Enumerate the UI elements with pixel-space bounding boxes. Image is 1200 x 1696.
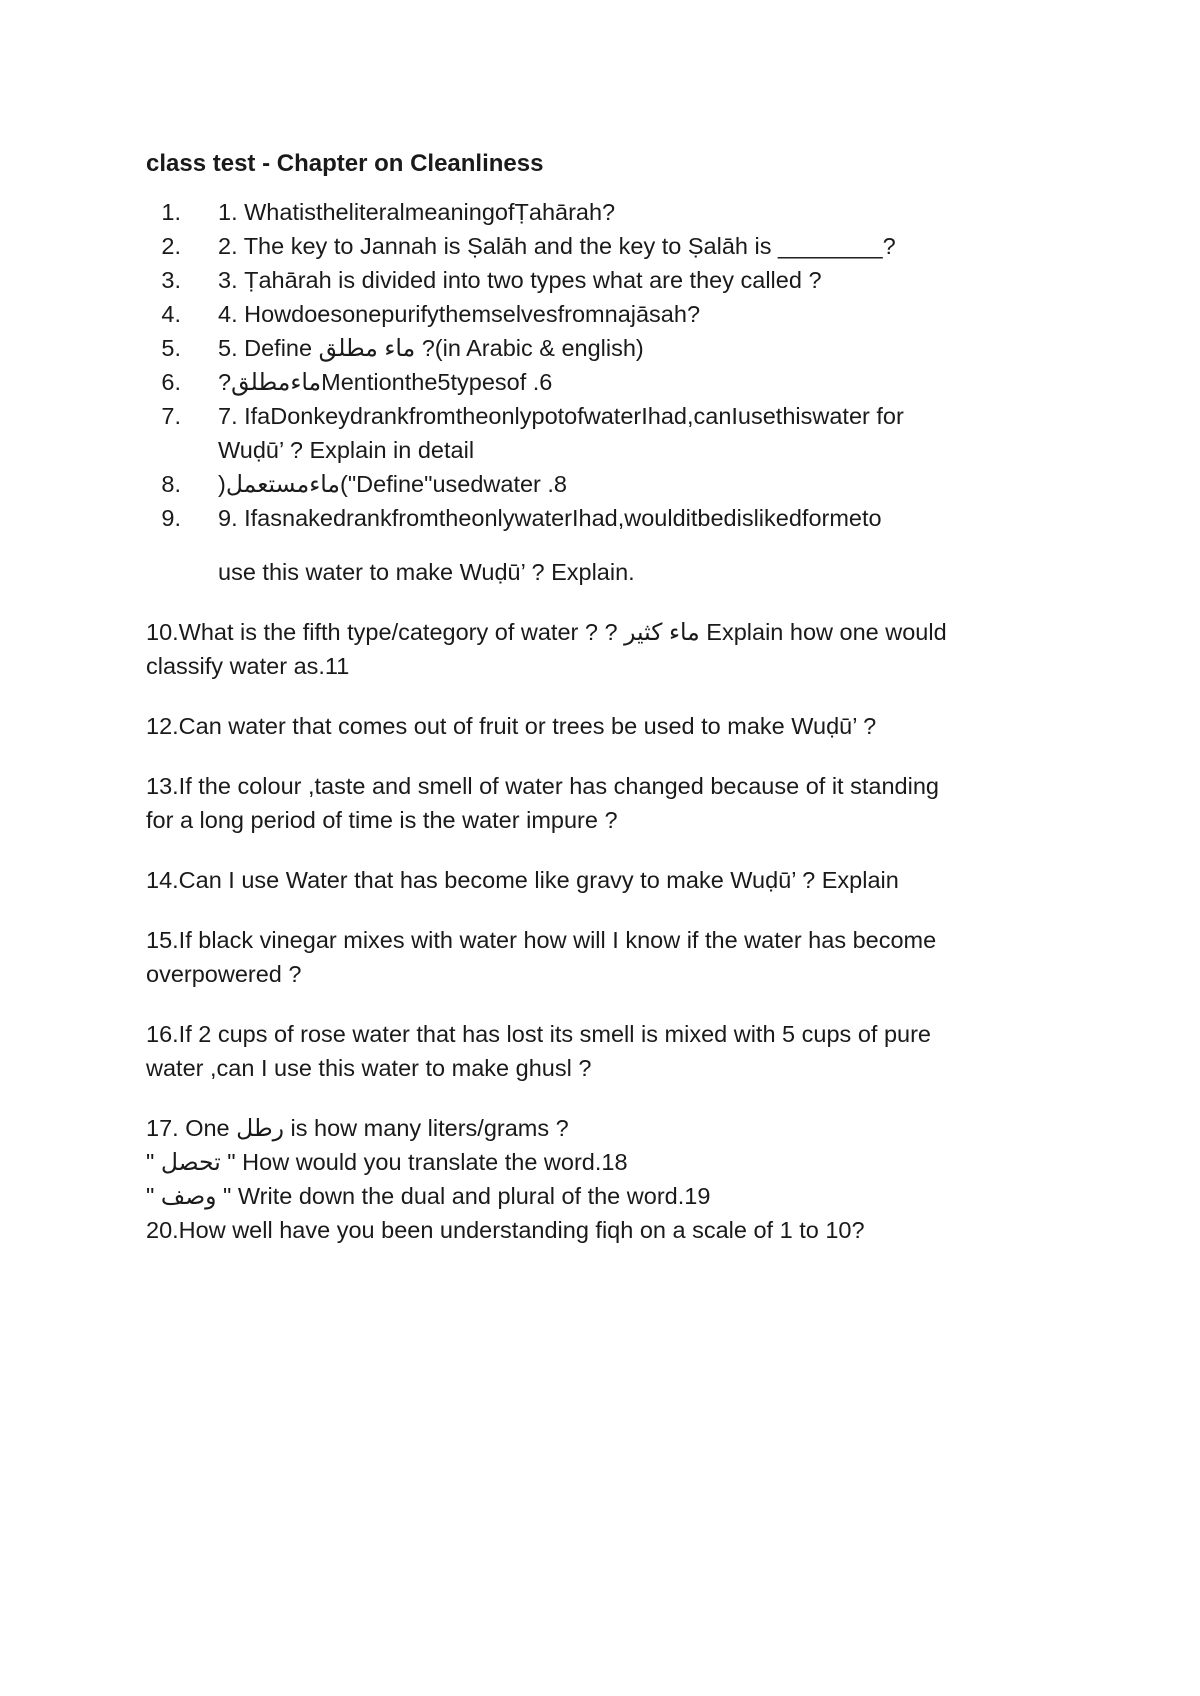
question-paragraph: 10.What is the fifth type/category of water ? ? ماء كثير Explain how one would [146, 619, 947, 645]
question-paragraph: 13.If the colour ,taste and smell of water has changed because of it standing [146, 773, 939, 799]
list-item-continuation: use this water to make Wuḍū’ ? Explain. [218, 559, 635, 585]
question-line: " تحصل " How would you translate the word.18 [146, 1149, 628, 1175]
list-number: 2. [161, 233, 181, 259]
document-title: class test - Chapter on Cleanliness [146, 150, 544, 177]
list-number: 1. [161, 199, 181, 225]
list-item: 9. IfasnakedrankfromtheonlywaterIhad,woulditbedislikedformeto [218, 505, 882, 531]
list-number: 5. [161, 335, 181, 361]
list-item: 5. Define ماء مطلق ?(in Arabic & english) [218, 335, 644, 361]
question-paragraph: 15.If black vinegar mixes with water how will I know if the water has become [146, 927, 937, 953]
list-item: )ماءمستعمل("Define"usedwater .8 [218, 471, 567, 497]
list-item-continuation: Wuḍū’ ? Explain in detail [218, 437, 475, 463]
list-item: ?ماءمطلقMentionthe5typesof .6 [218, 369, 553, 395]
list-item: 1. WhatistheliteralmeaningofṬahārah? [218, 199, 616, 225]
list-number: 6. [161, 369, 181, 395]
list-item: 4. Howdoesonepurifythemselvesfromnajāsah? [218, 301, 701, 327]
list-number: 7. [161, 403, 181, 429]
question-line: 17. One رطل is how many liters/grams ? [146, 1115, 569, 1141]
list-number: 9. [161, 505, 181, 531]
question-line: 20.How well have you been understanding fiqh on a scale of 1 to 10? [146, 1217, 865, 1243]
question-paragraph: for a long period of time is the water impure ? [146, 807, 618, 833]
question-paragraph: 16.If 2 cups of rose water that has lost its smell is mixed with 5 cups of pure [146, 1021, 931, 1047]
list-number: 4. [161, 301, 181, 327]
question-paragraph: 14.Can I use Water that has become like gravy to make Wuḍū’ ? Explain [146, 867, 899, 893]
list-number: 8. [161, 471, 181, 497]
question-paragraph: overpowered ? [146, 961, 302, 987]
question-paragraph: water ,can I use this water to make ghusl ? [146, 1055, 592, 1081]
question-paragraph: 12.Can water that comes out of fruit or trees be used to make Wuḍū’ ? [146, 713, 877, 739]
list-item: 2. The key to Jannah is Ṣalāh and the key to Ṣalāh is ________? [218, 233, 896, 259]
list-number: 3. [161, 267, 181, 293]
list-item: 7. IfaDonkeydrankfromtheonlypotofwaterIhad,canIusethiswater for [218, 403, 904, 429]
question-paragraph: classify water as.11 [146, 653, 350, 679]
question-line: " وصف " Write down the dual and plural of the word.19 [146, 1183, 711, 1209]
list-item: 3. Ṭahārah is divided into two types what are they called ? [218, 267, 822, 293]
